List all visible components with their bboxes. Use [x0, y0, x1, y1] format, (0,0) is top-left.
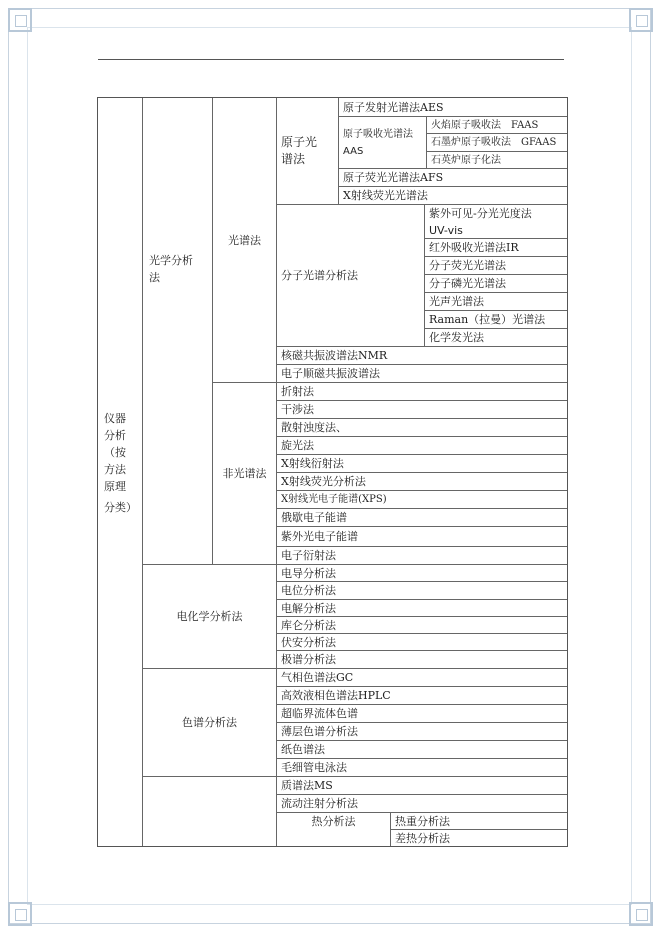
- atomic-cell: [276, 98, 338, 204]
- list-item: X射线光电子能谱(XPS): [276, 490, 567, 508]
- list-item: 电子衍射法: [276, 546, 567, 564]
- corner-ornament: [629, 902, 653, 926]
- molecular-label: 分子光谱分析法: [281, 269, 358, 282]
- list-item: 气相色谱法GC: [276, 668, 567, 686]
- list-item: 薄层色谱分析法: [276, 722, 567, 740]
- list-item: 紫外光电子能谱: [276, 526, 567, 546]
- chromato-label: 色谱分析法: [182, 716, 237, 729]
- list-item: 电位分析法: [276, 581, 567, 599]
- thermal-cell: [276, 812, 390, 846]
- list-item: 光声光谱法: [424, 292, 567, 310]
- list-item: 分子磷光光谱法: [424, 274, 567, 292]
- molecular-cell: [276, 204, 424, 346]
- list-item: 流动注射分析法: [276, 794, 567, 812]
- root-label: 分析: [104, 429, 126, 442]
- list-item: 纸色谱法: [276, 740, 567, 758]
- list-item: 石墨炉原子吸收法 GFAAS: [426, 133, 567, 151]
- list-item: 原子荧光光谱法AFS: [338, 168, 567, 186]
- nonspectral-label: 非光谱法: [222, 467, 267, 480]
- spectral-label: 光谱法: [228, 233, 261, 247]
- list-item: 旋光法: [276, 436, 567, 454]
- corner-ornament: [629, 8, 653, 32]
- list-item: 化学发光法: [424, 328, 567, 346]
- list-item: 质谱法MS: [276, 776, 567, 794]
- corner-ornament: [8, 902, 32, 926]
- chromato-cell: [142, 668, 276, 776]
- optical-label: 光学分析: [149, 254, 193, 267]
- list-item: Raman（拉曼）光谱法: [424, 310, 567, 328]
- list-item: 极谱分析法: [276, 650, 567, 668]
- list-item: 热重分析法: [390, 812, 567, 829]
- spectral-cell: [212, 98, 276, 382]
- list-item: 散射浊度法、: [276, 418, 567, 436]
- list-item: 库仑分析法: [276, 616, 567, 633]
- list-item: 火焰原子吸收法 FAAS: [426, 116, 567, 133]
- electro-cell: [142, 564, 276, 668]
- nonspectral-cell: [212, 382, 276, 564]
- optical-cell: [142, 98, 212, 564]
- other-cell: [142, 776, 276, 846]
- root-label: 原理: [104, 480, 126, 493]
- list-item: 高效液相色谱法HPLC: [276, 686, 567, 704]
- list-item: 俄歇电子能谱: [276, 508, 567, 526]
- root-cell: [98, 98, 142, 846]
- root-label: 方法: [104, 463, 126, 476]
- list-item: UV-vis: [424, 222, 567, 238]
- aas-label: AAS: [343, 145, 364, 157]
- list-item: X射线衍射法: [276, 454, 567, 472]
- list-item: X射线荧光光谱法: [338, 186, 567, 204]
- electro-label: 电化学分析法: [176, 610, 243, 623]
- root-label: （按: [104, 446, 126, 459]
- list-item: 干涉法: [276, 400, 567, 418]
- corner-ornament: [8, 8, 32, 32]
- list-item: 电解分析法: [276, 599, 567, 616]
- list-item: 核磁共振波谱法NMR: [276, 346, 567, 364]
- thermal-label: 热分析法: [311, 815, 356, 828]
- list-item: 电子顺磁共振波谱法: [276, 364, 567, 382]
- list-item: 伏安分析法: [276, 633, 567, 650]
- list-item: X射线荧光分析法: [276, 472, 567, 490]
- list-item: 差热分析法: [390, 829, 567, 846]
- root-label: 分类）: [104, 501, 137, 514]
- atomic-label: 原子光: [281, 135, 318, 149]
- list-item: 电导分析法: [276, 564, 567, 581]
- list-item: 分子荧光光谱法: [424, 256, 567, 274]
- classification-table: [97, 97, 568, 847]
- header-rule: [98, 59, 564, 60]
- atomic-label: 谱法: [281, 152, 306, 166]
- list-item: 红外吸收光谱法IR: [424, 238, 567, 256]
- optical-label: 法: [149, 271, 160, 284]
- root-label: 仪器: [104, 412, 126, 425]
- list-item: 紫外可见-分光光度法: [424, 204, 567, 222]
- list-item: 原子发射光谱法AES: [338, 98, 567, 116]
- list-item: 石英炉原子化法: [426, 151, 567, 168]
- aas-label: 原子吸收光谱法: [343, 128, 413, 140]
- aas-cell: [338, 116, 426, 168]
- list-item: 折射法: [276, 382, 567, 400]
- list-item: 超临界流体色谱: [276, 704, 567, 722]
- list-item: 毛细管电泳法: [276, 758, 567, 776]
